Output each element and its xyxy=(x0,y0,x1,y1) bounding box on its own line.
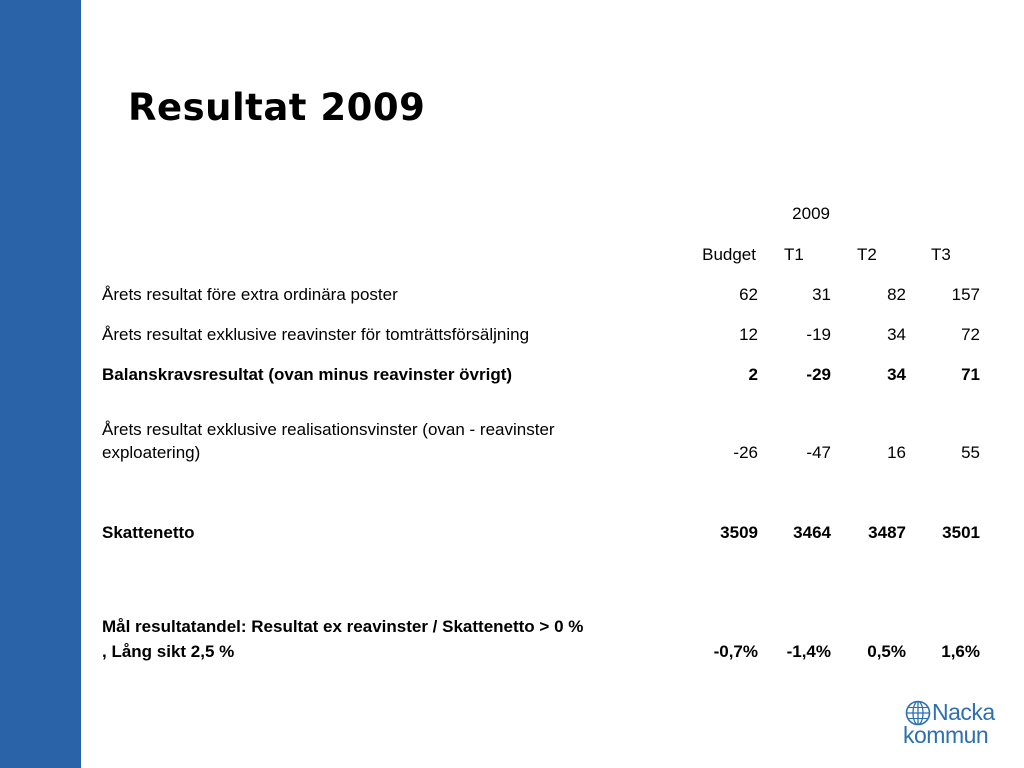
row-value-t2: 16 xyxy=(887,443,906,462)
col-header-t2: T2 xyxy=(857,245,877,264)
col-header-t1: T1 xyxy=(784,245,804,264)
row-value-budget: 3509 xyxy=(720,523,758,542)
row-label: Skattenetto xyxy=(102,523,195,542)
row-value-t3: 71 xyxy=(961,365,980,384)
row-value-budget: -0,7% xyxy=(713,642,758,661)
row-value-budget: -26 xyxy=(733,443,758,462)
row-value-t2: 34 xyxy=(887,325,906,344)
row-value-budget: 62 xyxy=(739,285,758,304)
row-value-t1: -19 xyxy=(806,325,831,344)
row-label-line1: Mål resultatandel: Resultat ex reavinster / Skattenetto > 0 % xyxy=(102,617,584,636)
logo-text-nacka: Nacka xyxy=(932,699,995,725)
row-label-line2: exploatering) xyxy=(102,443,201,462)
row-value-t1: -47 xyxy=(806,443,831,462)
row-value-t2: 0,5% xyxy=(867,642,906,661)
logo-text-kommun: kommun xyxy=(903,722,989,748)
row-value-t3: 157 xyxy=(951,285,980,304)
row-value-t3: 1,6% xyxy=(941,642,980,661)
side-accent-bar xyxy=(0,0,81,768)
row-value-t1: -1,4% xyxy=(786,642,831,661)
row-value-t1: -29 xyxy=(806,365,831,384)
row-value-budget: 12 xyxy=(739,325,758,344)
row-value-t1: 31 xyxy=(812,285,831,304)
row-value-budget: 2 xyxy=(748,365,758,384)
row-label: Balanskravsresultat (ovan minus reavinster övrigt) xyxy=(102,365,513,384)
slide-title: Resultat 2009 xyxy=(128,86,426,129)
row-label: Årets resultat före extra ordinära poster xyxy=(102,285,398,304)
row-value-t1: 3464 xyxy=(793,523,831,542)
row-value-t3: 72 xyxy=(961,325,980,344)
row-label-line1: Årets resultat exklusive realisationsvinster (ovan - reavinster xyxy=(102,420,555,439)
row-value-t2: 34 xyxy=(887,365,906,384)
row-label-line2: , Lång sikt 2,5 % xyxy=(102,642,235,661)
row-value-t3: 3501 xyxy=(942,523,980,542)
col-header-budget: Budget xyxy=(702,245,756,264)
row-value-t2: 82 xyxy=(887,285,906,304)
col-header-t3: T3 xyxy=(931,245,951,264)
row-label: Årets resultat exklusive reavinster för tomträttsförsäljning xyxy=(102,325,530,344)
nacka-kommun-logo xyxy=(903,699,1007,747)
year-header: 2009 xyxy=(792,204,830,223)
row-value-t2: 3487 xyxy=(868,523,906,542)
row-value-t3: 55 xyxy=(961,443,980,462)
